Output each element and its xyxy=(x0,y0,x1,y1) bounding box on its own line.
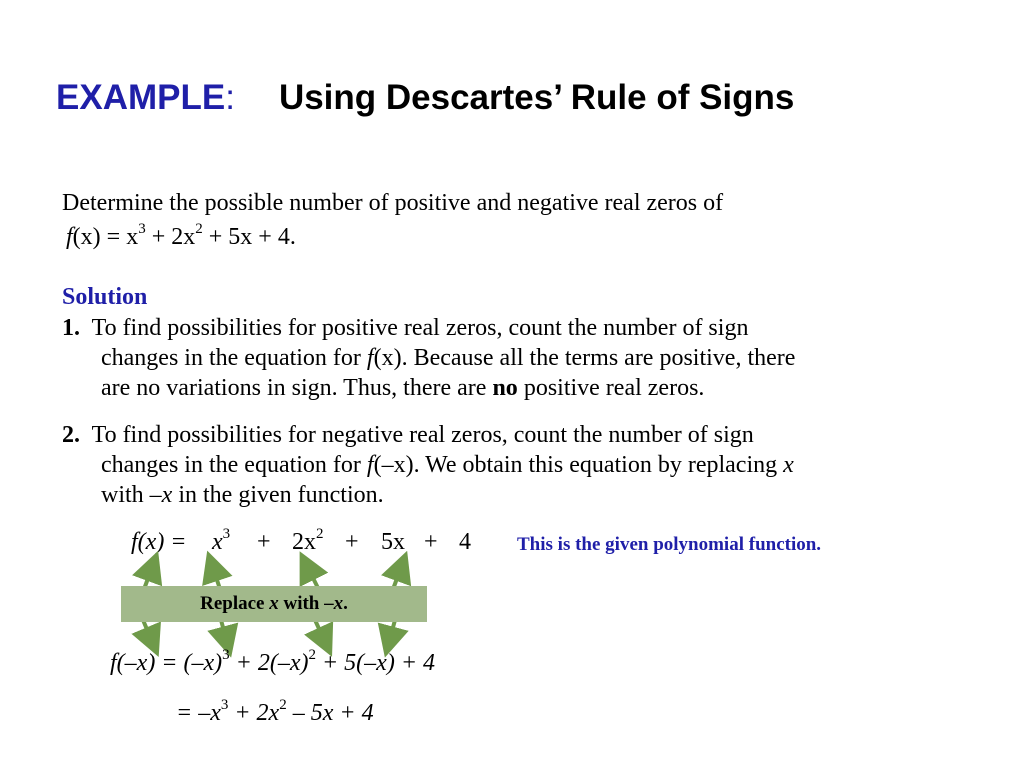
simp-e2: 2 xyxy=(279,697,287,713)
step1-no: no xyxy=(492,375,518,401)
fn-f: f xyxy=(66,224,73,250)
title-text: Using Descartes’ Rule of Signs xyxy=(278,78,795,117)
simp-c: – 5x + 4 xyxy=(286,700,374,726)
band-post: . xyxy=(343,593,348,614)
given-op2: + xyxy=(345,529,359,555)
step1-number: 1. xyxy=(62,315,80,341)
step1-text1: To find possibilities for positive real zeros, count the number of sign xyxy=(91,315,749,341)
band-pre: Replace xyxy=(200,593,270,614)
sub-mid1: + 2(–x) xyxy=(229,650,309,676)
prompt-line: Determine the possible number of positive and negative real zeros of xyxy=(62,190,724,216)
fn-exp2: 2 xyxy=(195,221,203,237)
band-var2: x xyxy=(333,593,344,614)
step2-fx: (–x) xyxy=(373,452,414,478)
arrow-down-1 xyxy=(143,620,154,646)
given-lhs-text: f(x) = xyxy=(131,529,187,555)
given-e2: 2 xyxy=(316,526,324,542)
replace-band-text xyxy=(121,586,427,622)
title-colon: : xyxy=(225,78,235,117)
step1-text3b: positive real zeros. xyxy=(517,375,705,401)
step2-text1: To find possibilities for negative real zeros, count the number of sign xyxy=(91,422,754,448)
given-t1: x xyxy=(212,529,223,555)
fn-eq: = x xyxy=(100,224,139,250)
given-function-note: This is the given polynomial function. xyxy=(517,534,822,555)
band-var1: x xyxy=(269,593,279,614)
simp-b: + 2x xyxy=(228,700,280,726)
step1-fx: (x) xyxy=(373,345,402,371)
arrow-down-4 xyxy=(388,620,395,646)
title-keyword: EXAMPLE xyxy=(56,78,226,117)
replace-band xyxy=(121,586,427,622)
given-t2: 2x xyxy=(292,529,316,555)
step2-number: 2. xyxy=(62,422,80,448)
fn-exp1: 3 xyxy=(138,221,146,237)
fn-term2: + 2x xyxy=(145,224,196,250)
step1-f: f xyxy=(366,345,374,371)
given-term-4: 4 xyxy=(459,529,471,555)
simplified-equation xyxy=(176,697,374,727)
given-term-5x: 5x xyxy=(381,529,405,555)
step2-text2b: . We obtain this equation by replacing xyxy=(413,452,784,478)
step2-var2: x xyxy=(161,482,173,508)
sub-e1: 3 xyxy=(222,647,230,663)
step2-text3b: in the given function. xyxy=(172,482,384,508)
step1-text2a: changes in the equation for xyxy=(101,345,367,371)
step1-text3a: are no variations in sign. Thus, there are xyxy=(101,375,493,401)
simp-a: = –x xyxy=(176,700,221,726)
step2-text2a: changes in the equation for xyxy=(101,452,367,478)
given-op1: + xyxy=(257,529,271,555)
fn-arg: (x) xyxy=(72,224,101,250)
given-e1: 3 xyxy=(222,526,231,542)
solution-heading: Solution xyxy=(62,284,148,310)
sub-e2: 2 xyxy=(308,647,316,663)
given-op3: + xyxy=(424,529,438,555)
step2-f: f xyxy=(366,452,374,478)
band-mid: with – xyxy=(278,593,334,614)
step2-var: x xyxy=(783,452,794,478)
arrow-down-2 xyxy=(221,620,228,646)
step2-text3a: with – xyxy=(101,482,162,508)
arrow-down-3 xyxy=(315,620,327,646)
step1-text2b: . Because all the terms are positive, there xyxy=(401,345,796,371)
substituted-equation xyxy=(110,647,436,677)
sub-rest: + 5(–x) + 4 xyxy=(315,650,436,676)
simp-e1: 3 xyxy=(220,697,229,713)
fn-rest: + 5x + 4. xyxy=(202,224,296,250)
sub-lhs: f(–x) = (–x) xyxy=(110,650,223,676)
